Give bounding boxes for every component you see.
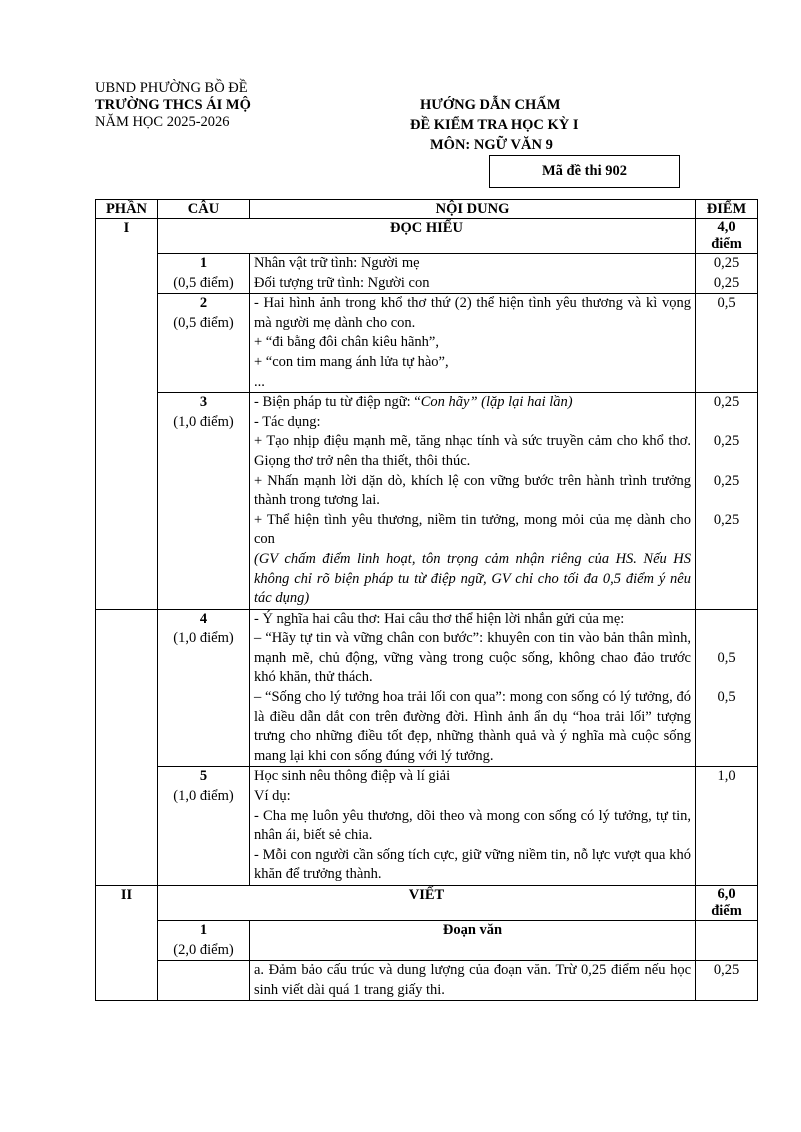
content-cell xyxy=(250,921,696,961)
question-number: 1 xyxy=(199,255,208,271)
question-number: 1 xyxy=(199,922,208,938)
question-points: (1,0 điểm) xyxy=(173,413,234,430)
content-line: ... xyxy=(254,373,265,390)
content-heading: Đoạn văn xyxy=(442,922,503,938)
content-cell xyxy=(250,294,696,393)
content-line: + Tạo nhịp điệu mạnh mẽ, tăng nhạc tính và sức truyền cảm cho khổ thơ. Giọng thơ trở nên tha thiết, thôi thúc. xyxy=(254,433,691,469)
score-value: 0,5 xyxy=(717,689,736,706)
score-value: 1,0 xyxy=(717,768,736,785)
question-cell xyxy=(158,767,250,886)
content-line: + “con tim mang ánh lửa tự hào”, xyxy=(254,353,449,370)
score-cell xyxy=(696,609,758,767)
question-cell xyxy=(158,254,250,294)
content-cell xyxy=(250,961,696,1001)
question-points: (2,0 điểm) xyxy=(173,941,234,958)
section-score xyxy=(696,886,758,921)
content-line: - Ý nghĩa hai câu thơ: Hai câu thơ thể hiện lời nhắn gửi của mẹ: xyxy=(254,610,625,627)
school-name: TRƯỜNG THCS ÁI MỘ xyxy=(95,97,251,113)
part-cell xyxy=(96,609,158,767)
section-number: I xyxy=(96,219,158,254)
section-score-unit: điểm xyxy=(711,236,742,252)
score-cell xyxy=(696,921,758,961)
score-value: 0,25 xyxy=(713,255,740,271)
spacer xyxy=(700,452,753,472)
header-question: CÂU xyxy=(158,200,250,219)
score-value: 0,25 xyxy=(713,511,740,528)
content-line: + “đi bằng đôi chân kiêu hãnh”, xyxy=(254,334,439,351)
spacer xyxy=(700,610,753,649)
table-row xyxy=(96,921,758,961)
part-cell xyxy=(96,254,158,294)
section-row xyxy=(96,886,758,921)
section-number: II xyxy=(96,886,158,921)
score-value: 0,25 xyxy=(713,472,740,489)
question-points: (1,0 điểm) xyxy=(173,788,234,805)
table-row xyxy=(96,294,758,393)
question-number: 3 xyxy=(199,394,208,411)
content-text: - Biện pháp tu từ điệp ngữ: “ xyxy=(254,394,421,411)
section-score-value: 4,0 xyxy=(717,219,736,235)
section-score xyxy=(696,219,758,254)
content-line: - Mỗi con người cần sống tích cực, giữ vững niềm tin, nỗ lực vượt qua khó khăn để trưởng thành. xyxy=(254,846,691,883)
section-score-unit: điểm xyxy=(711,903,742,919)
school-year: NĂM HỌC 2025-2026 xyxy=(95,114,230,130)
spacer xyxy=(700,491,753,511)
exam-code-box: Mã đề thi 902 xyxy=(489,155,680,188)
content-line: – “Sống cho lý tưởng hoa trải lối con qua”: mong con sống có lý tưởng, đó là điều dẫn dắt con trên đường đời. Hình ảnh ẩn dụ “hoa trải lối” tượng trưng cho những điều tốt đẹp, những thành quả và ý nghĩa mà cuộc sống mang lại khi con sống đúng với lý tưởng. xyxy=(254,689,691,764)
content-cell xyxy=(250,254,696,294)
part-cell xyxy=(96,767,158,886)
content-line xyxy=(254,393,691,413)
part-cell xyxy=(96,294,158,393)
section-score-value: 6,0 xyxy=(717,886,736,902)
question-number: 5 xyxy=(199,768,208,785)
score-value: 0,5 xyxy=(717,295,736,312)
org-line: UBND PHƯỜNG BỒ ĐỀ xyxy=(95,80,248,96)
header-score: ĐIỂM xyxy=(696,200,758,219)
content-line: + Thể hiện tình yêu thương, niềm tin tưởng, mong mỏi của mẹ dành cho con xyxy=(254,511,691,548)
content-line: Học sinh nêu thông điệp và lí giải xyxy=(254,768,451,785)
score-cell xyxy=(696,961,758,1001)
question-cell xyxy=(158,294,250,393)
header-part: PHẦN xyxy=(96,200,158,219)
question-points: (1,0 điểm) xyxy=(173,630,234,647)
score-value: 0,25 xyxy=(713,962,740,979)
content-cell xyxy=(250,767,696,886)
score-value: 0,5 xyxy=(717,649,736,666)
score-cell xyxy=(696,393,758,610)
score-cell xyxy=(696,767,758,886)
spacer xyxy=(700,668,753,688)
question-cell xyxy=(158,609,250,767)
header-left xyxy=(95,80,251,131)
table-header-row xyxy=(96,200,758,219)
content-line: Nhân vật trữ tình: Người mẹ xyxy=(254,255,420,271)
content-line: + Nhấn mạnh lời dặn dò, khích lệ con vững bước trên hành trình trưởng thành trong tương lai. xyxy=(254,472,691,509)
table-row xyxy=(96,767,758,886)
content-line: Ví dụ: xyxy=(254,788,291,805)
header-content: NỘI DUNG xyxy=(250,200,696,219)
content-line: a. Đảm bảo cấu trúc và dung lượng của đoạn văn. Trừ 0,25 điểm nếu học sinh viết dài quá 1 trang giấy thi. xyxy=(254,962,691,998)
table-row xyxy=(96,609,758,767)
score-value: 0,25 xyxy=(713,433,740,450)
score-value: 0,25 xyxy=(713,274,740,291)
content-line: Đối tượng trữ tình: Người con xyxy=(254,274,430,291)
question-number: 4 xyxy=(199,610,208,627)
content-italic: Con hãy” (lặp lại hai lần) xyxy=(420,394,573,411)
grader-note: (GV chấm điểm linh hoạt, tôn trọng cảm nhận riêng của HS. Nếu HS không chỉ rõ biện pháp tu từ điệp ngữ, GV chỉ cho tối đa 0,5 điểm ý nêu tác dụng) xyxy=(254,550,691,607)
section-title: VIẾT xyxy=(158,886,696,921)
content-line: - Cha mẹ luôn yêu thương, dõi theo và mong con sống có lý tưởng, tự tin, nhân ái, biết sẻ chia. xyxy=(254,807,691,844)
question-points: (0,5 điểm) xyxy=(173,274,234,291)
score-cell xyxy=(696,294,758,393)
part-cell xyxy=(96,921,158,961)
grading-table xyxy=(95,199,758,1001)
content-cell xyxy=(250,393,696,610)
part-cell xyxy=(96,961,158,1001)
section-row xyxy=(96,219,758,254)
exam-title: ĐỀ KIỂM TRA HỌC KỲ I xyxy=(410,117,579,133)
score-value: 0,25 xyxy=(713,394,740,411)
part-cell xyxy=(96,393,158,610)
table-row xyxy=(96,961,758,1001)
content-line: - Tác dụng: xyxy=(254,413,321,430)
score-cell xyxy=(696,254,758,294)
table-row xyxy=(96,393,758,610)
doc-title: HƯỚNG DẪN CHẤM xyxy=(420,97,561,113)
section-title: ĐỌC HIỂU xyxy=(158,219,696,254)
content-cell xyxy=(250,609,696,767)
question-number: 2 xyxy=(199,295,208,312)
question-cell xyxy=(158,393,250,610)
content-line: - Hai hình ảnh trong khổ thơ thứ (2) thể hiện tình yêu thương và kì vọng mà người mẹ dành cho con. xyxy=(254,295,691,331)
table-row xyxy=(96,254,758,294)
spacer xyxy=(700,413,753,433)
question-points: (0,5 điểm) xyxy=(173,314,234,331)
content-line: – “Hãy tự tin và vững chân con bước”: khuyên con tin vào bản thân mình, mạnh mẽ, chủ động, vững vàng trong cuộc sống, không chao đảo trước khó khăn, thử thách. xyxy=(254,630,691,686)
question-cell xyxy=(158,921,250,961)
question-cell xyxy=(158,961,250,1001)
subject-title: MÔN: NGỮ VĂN 9 xyxy=(430,137,553,153)
